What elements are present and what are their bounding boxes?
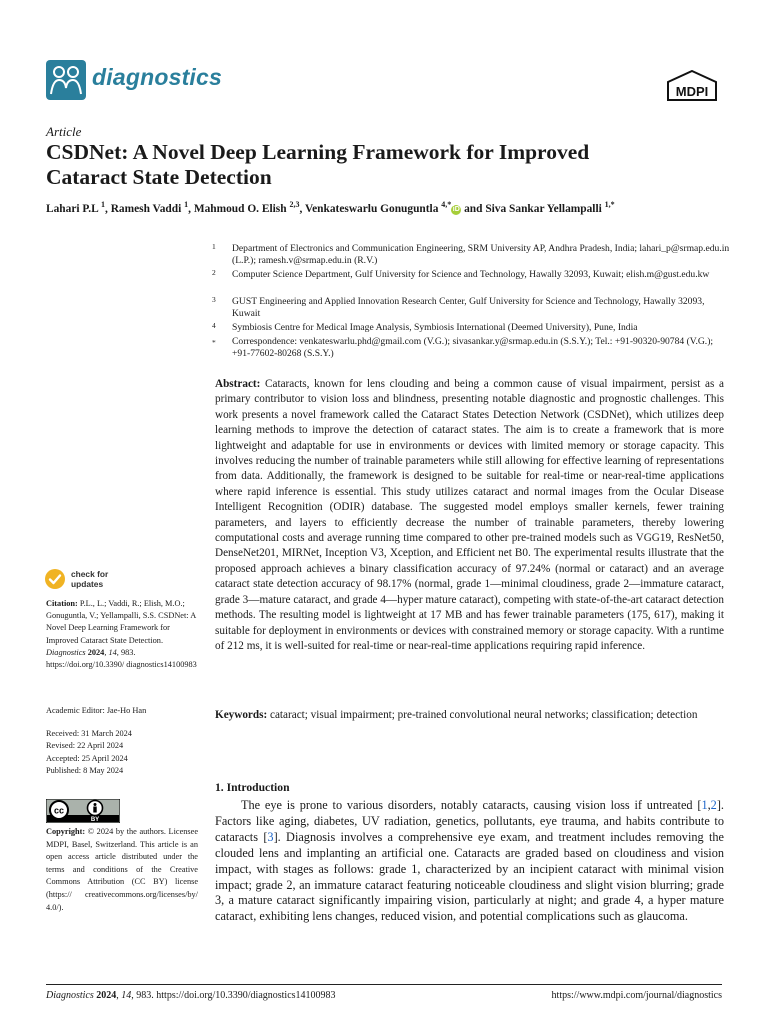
citation-link[interactable]: 1 — [701, 798, 708, 812]
citation-volume: 14 — [108, 647, 117, 657]
mdpi-logo-icon[interactable] — [664, 70, 720, 102]
citation-doi[interactable]: 983. https://doi.org/10.3390/ diagnostics14100983 — [46, 647, 197, 670]
section-heading: 1. Introduction — [215, 781, 290, 794]
correspondence-text: Correspondence: venkateswarlu.phd@gmail.com (V.G.); sivasankar.y@srmap.edu.in (S.S.Y.); Tel.: +91-90320-90784 (V.G.); +91-77602-80268 (S.S.Y.) — [232, 336, 714, 359]
cc-by-label: BY — [90, 817, 100, 823]
paragraph-text: , — [707, 798, 711, 812]
author-name[interactable]: Ramesh Vaddi — [110, 202, 182, 215]
author-separator: , — [104, 202, 111, 215]
affiliation-number: 3 — [212, 295, 216, 304]
author-separator: , — [188, 202, 194, 215]
copyright-label: Copyright: — [46, 827, 86, 836]
received-date: Received: 31 March 2024 — [46, 729, 132, 738]
author-name[interactable]: Siva Sankar Yellampalli — [485, 202, 602, 215]
paragraph-text: ]. Factors like aging, diabetes, UV radiation, genetics, pollutants, eye trauma, and habits contribute to cataracts [ — [215, 798, 724, 844]
affiliation-text: GUST Engineering and Applied Innovation Research Center, Gulf University for Science and Technology, Hawally 32093, Kuwait — [232, 296, 705, 319]
footer-doi[interactable]: 983. https://doi.org/10.3390/diagnostics14100983 — [136, 990, 336, 1001]
author-name[interactable]: Mahmoud O. Elish — [193, 202, 287, 215]
keywords-label: Keywords: — [215, 709, 268, 721]
affiliation-number: 1 — [212, 242, 216, 251]
abstract — [215, 377, 724, 654]
footer-citation: Diagnostics 2024, 14, 983. https://doi.org/10.3390/diagnostics14100983 — [46, 990, 336, 1001]
affiliation-text: Symbiosis Centre for Medical Image Analysis, Symbiosis International (Deemed University), Pune, India — [232, 322, 638, 333]
author-name[interactable]: Lahari P.L — [46, 202, 99, 215]
published-date: Published: 8 May 2024 — [46, 766, 124, 775]
affiliation-item — [212, 296, 732, 320]
abstract-text: Cataracts, known for lens clouding and being a common cause of visual impairment, persist as a primary contributor to vision loss and blindness, presenting notable diagnostic and prognostic challenges. This work presents a novel framework called the Cataract States Detection Network (CSDNet), which utilizes deep learning methods to improve the detection of cataract states. The aim is to create a framework that is more lightweight and adaptable for use in environments or devices with limited memory or storage capacity. This involves reducing the number of trainable parameters while still allowing for effective learning of representations from data. Additionally, the framework is designed to be suitable for real-time or near-real-time applications where rapid inference is essential. This study utilizes cataract and normal images from the Ocular Disease Intelligent Recognition (ODIR) database. The suggested model employs smaller kernels, fewer training parameters, and layers to efficiently decrease the number of trainable parameters, thereby lowering computational costs and average running time compared to other pre-trained models such as VGG19, ResNet50, DenseNet201, MIRNet, Inception V3, Xception, and Efficient net B0. The experimental results illustrate that the proposed approach achieves a binary classification accuracy of 97.24% (normal or cataract) and an average cataract state detection accuracy of 98.17% (normal, grade 1—minimal cloudiness, grade 2—immature cataract, grade 3—mature cataract, and grade 4—hyper mature cataract), competing with state-of-the-art cataract detection methods. The resulting model is lightweight at 17 MB and has fewer trainable parameters (175, 617), making it suitable for deployment in environments or devices with constrained memory or storage capacity. With a runtime of 212 ms, it is well-suited for real-time or near-real-time applications requiring rapid inference. — [215, 378, 724, 652]
cc-by-license-icon[interactable] — [46, 799, 120, 823]
title-line: CSDNet: A Novel Deep Learning Framework for Improved — [46, 140, 590, 164]
citation-year: 2024 — [87, 647, 105, 657]
footer-year: 2024 — [96, 990, 117, 1001]
author-affiliation-marker: 2,3 — [289, 200, 300, 209]
footer-volume: 14 — [121, 990, 132, 1001]
journal-logo-icon — [46, 60, 86, 100]
accepted-date: Accepted: 25 April 2024 — [46, 754, 128, 763]
journal-name[interactable]: diagnostics — [92, 64, 223, 90]
author-name[interactable]: Venkateswarlu Gonuguntla — [304, 202, 439, 215]
revised-date: Revised: 22 April 2024 — [46, 741, 124, 750]
affiliation-item — [212, 269, 732, 281]
citation-label: Citation: — [46, 599, 78, 608]
title-line: Cataract State Detection — [46, 165, 272, 189]
publisher-name: MDPI — [675, 84, 709, 99]
author-separator: , — [299, 202, 305, 215]
academic-editor: Academic Editor: Jae-Ho Han — [46, 706, 147, 715]
footer-divider — [46, 984, 722, 985]
author-affiliation-marker: 1,* — [604, 200, 615, 209]
keywords-text: cataract; visual impairment; pre-trained convolutional neural networks; classification; detection — [270, 709, 698, 721]
keywords — [215, 708, 724, 723]
check-for-updates-button[interactable] — [44, 568, 124, 592]
paragraph-text: ]. Diagnosis involves a comprehensive eye exam, and treatment includes removing the clouded lens and implanting an artificial one. Cataracts are graded based on cloudiness and vision impact, with stages as follows: grade 1, characterized by an incipient cataract with minimal vision impact; grade 2, an immature cataract featuring noticeable cloudiness and slight vision blurring; grade 3, a mature cataract significantly impairing vision, particularly at night; and grade 4, a hyper mature cataract, exhibiting lens changes, reduced vision, and potential complications such as glaucoma. — [215, 829, 724, 924]
copyright-text: © 2024 by the authors. Licensee MDPI, Basel, Switzerland. This article is an open access article distributed under the terms and conditions of the Creative Commons Attribution (CC BY) license (https:// creativecommons.org/licenses/by/ 4.0/). — [46, 827, 199, 912]
abstract-label: Abstract: — [215, 378, 261, 390]
affiliation-item — [212, 322, 732, 334]
check-updates-line: updates — [71, 579, 104, 589]
citation-journal: Diagnostics — [46, 647, 86, 657]
affiliation-text: Department of Electronics and Communication Engineering, SRM University AP, Andhra Pradesh, India; lahari_p@srmap.edu.in (L.P.); ramesh.v@srmap.edu.in (R.V.) — [232, 243, 730, 266]
affiliation-item — [212, 243, 732, 267]
author-separator: and — [461, 202, 486, 215]
check-updates-line: check for — [71, 569, 109, 579]
citation-link[interactable]: 2 — [710, 798, 717, 812]
affiliation-text: Computer Science Department, Gulf University for Science and Technology, Hawally 32093, Kuwait; elish.m@gust.edu.kw — [232, 269, 710, 280]
orcid-icon[interactable]: iD — [452, 205, 460, 213]
correspondence-marker: * — [212, 338, 216, 347]
footer-journal-url[interactable]: https://www.mdpi.com/journal/diagnostics — [551, 990, 722, 1001]
svg-text:cc: cc — [53, 805, 65, 816]
affiliation-number: 2 — [212, 268, 216, 277]
introduction-paragraph — [215, 798, 724, 925]
paragraph-text: The eye is prone to various disorders, notably cataracts, causing vision loss if untreated [ — [241, 798, 702, 812]
article-type: Article — [46, 124, 82, 139]
affiliation-number: 4 — [212, 321, 216, 330]
citation-block: Citation: P.L., L.; Vaddi, R.; Elish, M.O.; Gonuguntla, V.; Yellampalli, S.S. CSDNet: A Novel Deep Learning Framework for Improved Cataract State Detection. Diagnostics 2024, 14, 983. https://doi.org/10.3390/ diagnostics14100983 — [46, 599, 197, 670]
author-affiliation-marker: 4,* — [441, 200, 452, 209]
author-affiliation-marker: 1 — [184, 200, 189, 209]
correspondence — [212, 336, 732, 360]
footer-journal: Diagnostics — [46, 990, 94, 1001]
check-for-updates-icon — [44, 568, 66, 590]
article-title — [46, 140, 726, 190]
citation-text: P.L., L.; Vaddi, R.; Elish, M.O.; Gonuguntla, V.; Yellampalli, S.S. CSDNet: A Novel Deep Learning Framework for Improved Cataract State Detection. — [46, 599, 196, 645]
author-list — [46, 200, 746, 215]
citation-link[interactable]: 3 — [267, 829, 274, 844]
author-affiliation-marker: 1 — [100, 200, 105, 209]
copyright-notice — [46, 826, 198, 914]
